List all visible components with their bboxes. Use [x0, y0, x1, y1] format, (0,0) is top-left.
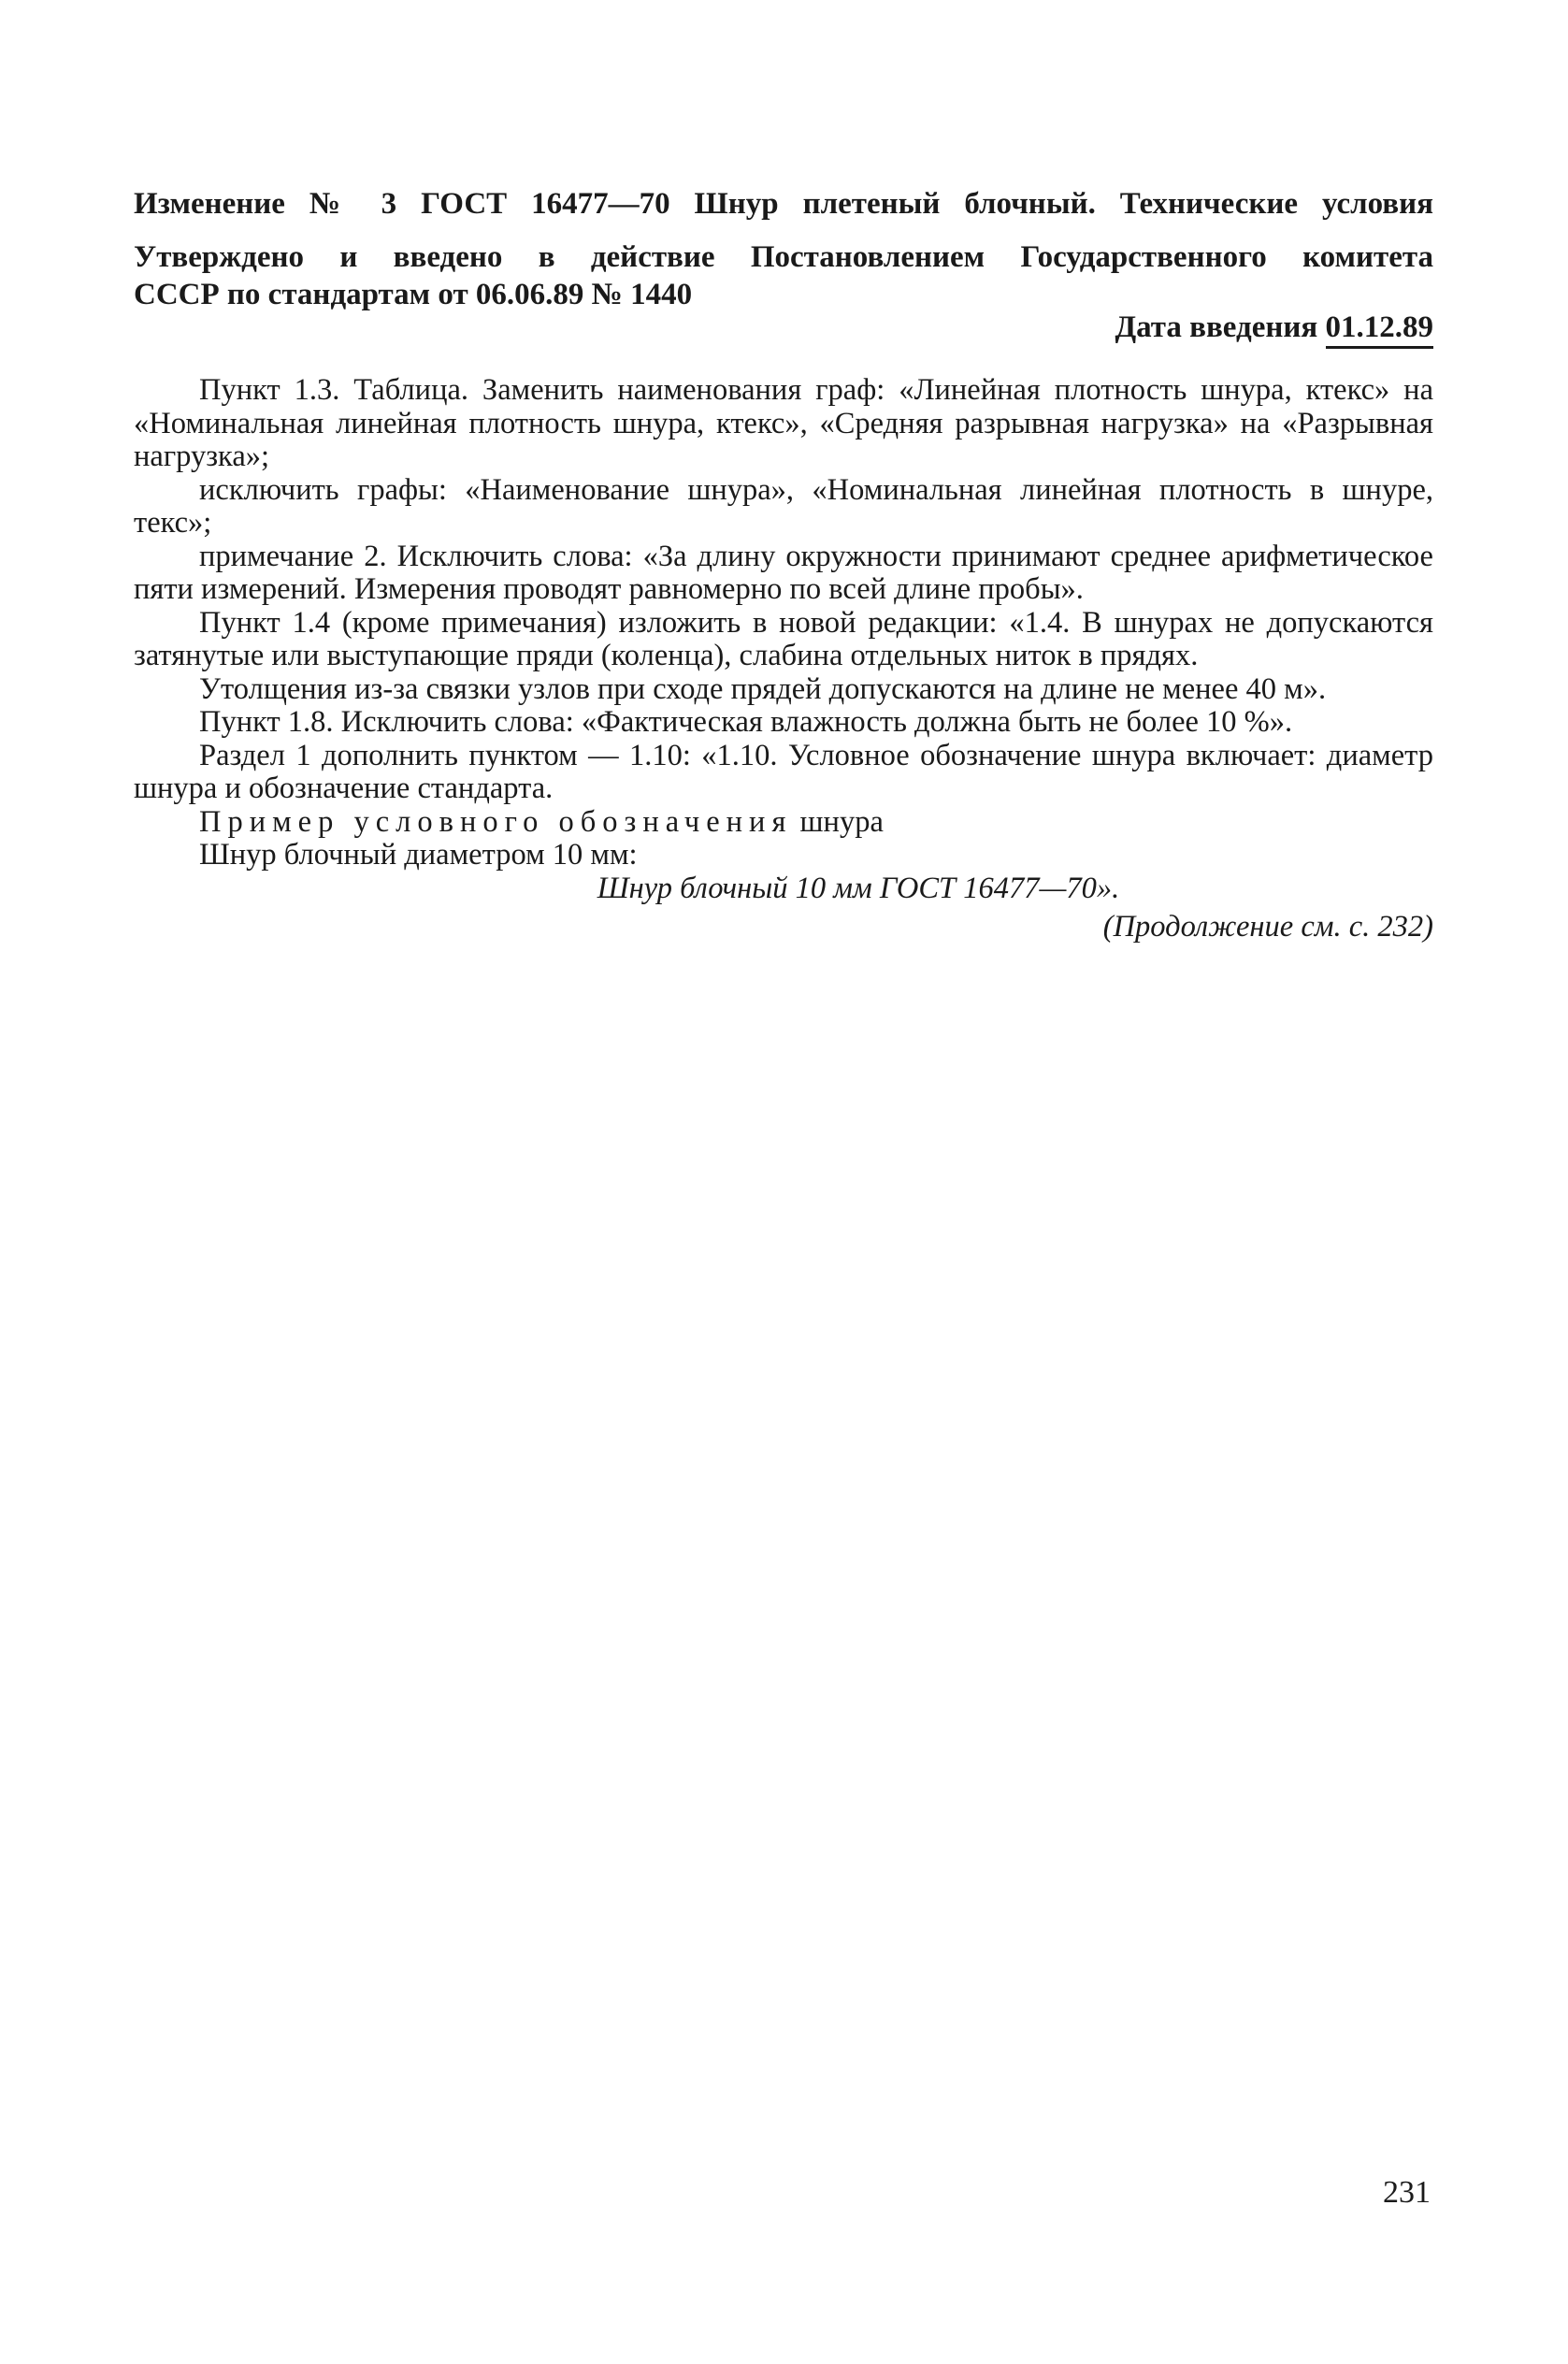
example-designation: Шнур блочный 10 мм ГОСТ 16477—70».: [597, 871, 1120, 905]
paragraph-item-1-3: Пункт 1.3. Таблица. Заменить наименования граф: «Линейная плотность шнура, ктекс» на «Номинальная линейная плотность шнура, ктекс», «Средняя разрывная нагрузка» на «Разрывная нагрузка»;: [134, 373, 1433, 473]
paragraph-thickening: Утолщения из-за связки узлов при сходе прядей допускаются на длине не менее 40 м».: [199, 671, 1327, 706]
paragraph-note-2: примечание 2. Исключить слова: «За длину окружности принимают среднее арифметическое пяти измерений. Измерения проводят равномерно по всей длине пробы».: [134, 539, 1433, 606]
page-number: 231: [1383, 2175, 1431, 2210]
example-heading-spaced: Пример условного обозначения: [199, 804, 793, 839]
example-intro: Шнур блочный диаметром 10 мм:: [199, 838, 638, 872]
change-title: Изменение № 3 ГОСТ 16477—70 Шнур плетеный блочный. Технические условия: [134, 187, 1433, 221]
paragraph-exclude-columns: исключить графы: «Наименование шнура», «Номинальная линейная плотность в шнуре, текс»;: [134, 472, 1433, 540]
effective-date: [134, 309, 1433, 346]
effective-date-label: Дата введения: [1115, 310, 1318, 344]
example-heading-rest: шнура: [799, 804, 884, 839]
example-heading: [134, 806, 1433, 840]
paragraph-section-1: Раздел 1 дополнить пунктом — 1.10: «1.10. Условное обозначение шнура включает: диаметр шнура и обозначение стандарта.: [134, 738, 1433, 805]
approval-line-2: СССР по стандартам от 06.06.89 № 1440: [134, 278, 693, 311]
paragraph-item-1-8: Пункт 1.8. Исключить слова: «Фактическая влажность должна быть не более 10 %».: [199, 705, 1293, 739]
effective-date-value: 01.12.89: [1326, 310, 1434, 349]
paragraph-item-1-4: Пункт 1.4 (кроме примечания) изложить в новой редакции: «1.4. В шнурах не допускаются затянутые или выступающие пряди (коленца), слабина отдельных ниток в прядях.: [134, 605, 1433, 672]
document-body: [134, 374, 1433, 944]
continuation-note: (Продолжение см. с. 232): [1102, 910, 1433, 944]
approval-line-1: Утверждено и введено в действие Постановлением Государственного комитета: [134, 240, 1433, 274]
